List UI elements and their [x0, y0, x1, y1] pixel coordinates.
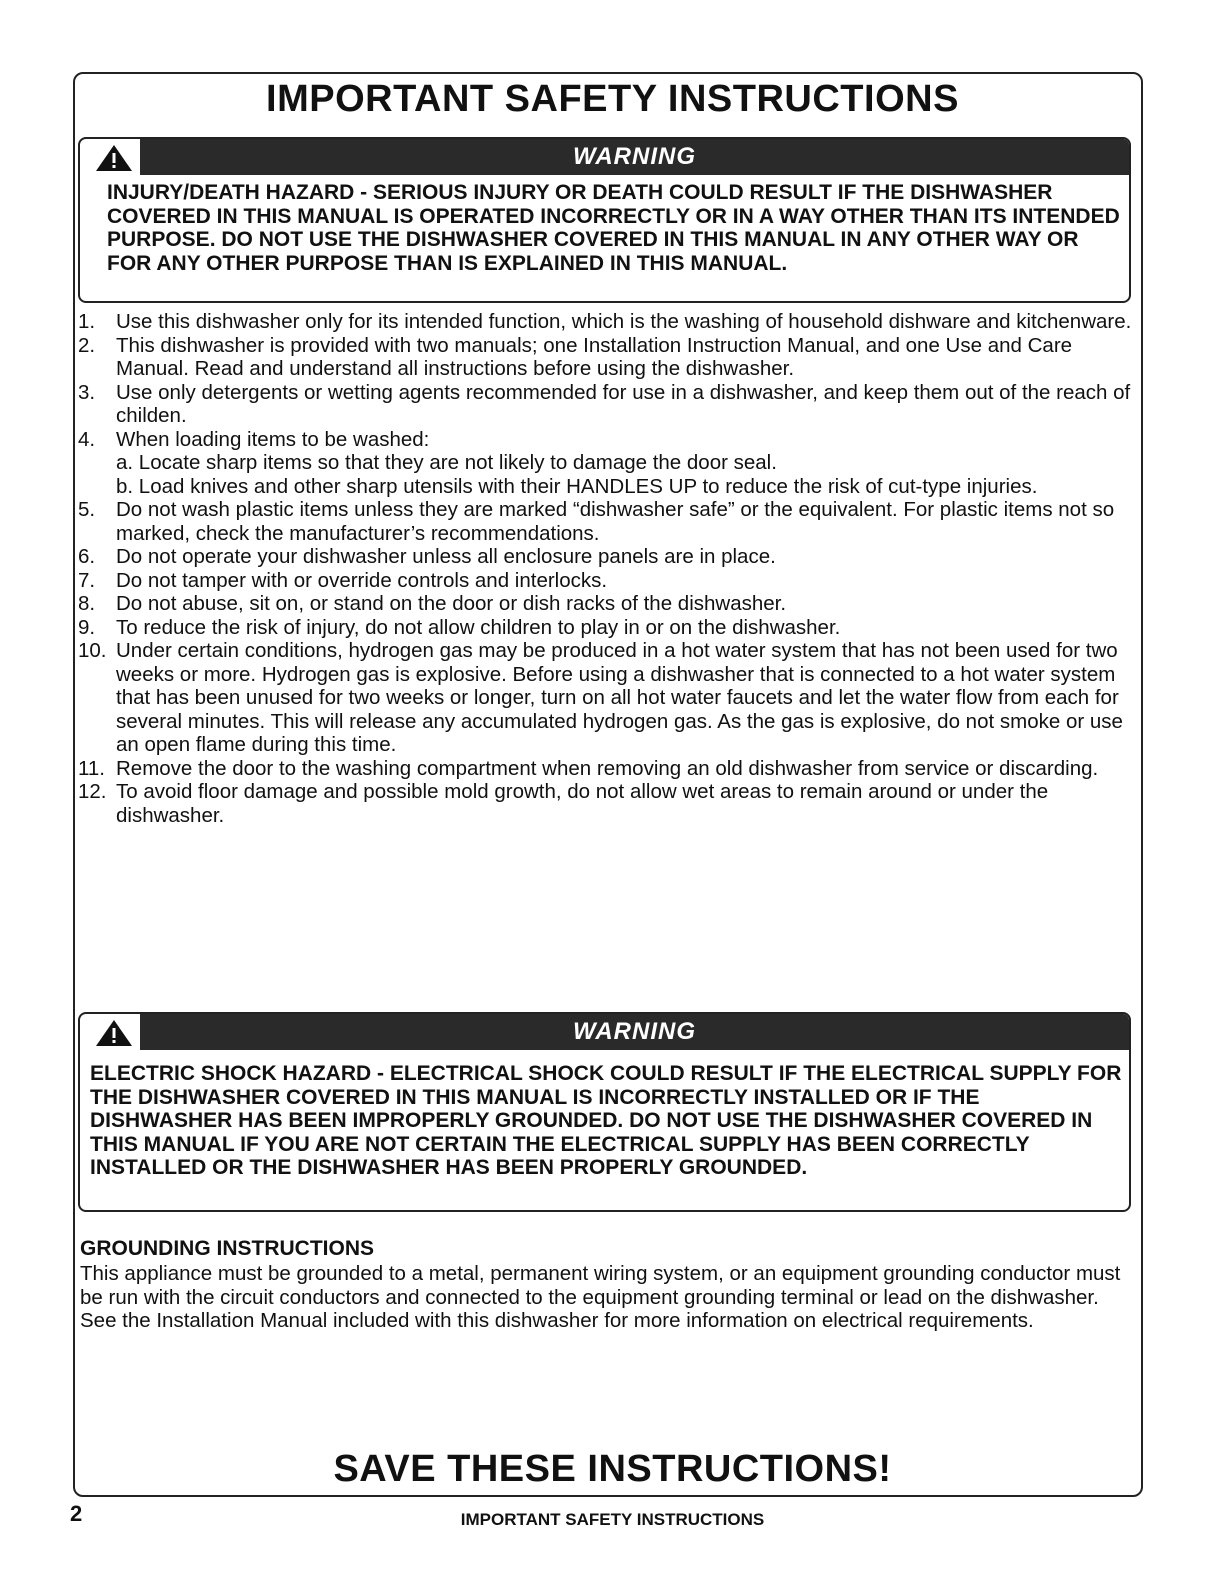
item-number: 12. [78, 780, 107, 803]
list-item [78, 498, 1138, 545]
warning-label: WARNING [573, 143, 696, 170]
warning-box-electric [78, 1012, 1131, 1212]
list-item [78, 545, 1138, 569]
sub-item: b. Load knives and other sharp utensils with their HANDLES UP to reduce the risk of cut-type injuries. [116, 474, 1038, 498]
item-text: Do not abuse, sit on, or stand on the door or dish racks of the dishwasher. [116, 592, 787, 615]
item-text: Use this dishwasher only for its intended function, which is the washing of household dishware and kitchenware. [116, 310, 1132, 333]
warning-text: INJURY/DEATH HAZARD - SERIOUS INJURY OR DEATH COULD RESULT IF THE DISHWASHER COVERED IN THIS MANUAL IS OPERATED INCORRECTLY OR IN A WAY OTHER THAN ITS INTENDED PURPOSE. DO NOT USE THE DISHWASHER COVERED IN THIS MANUAL IN ANY OTHER WAY OR FOR ANY OTHER PURPOSE THAN IS EXPLAINED IN THIS MANUAL. [107, 181, 1120, 275]
item-text: Under certain conditions, hydrogen gas may be produced in a hot water system that has not been used for two weeks or more. Hydrogen gas is explosive. Before using a dishwasher that is connected to a hot water system that has been unused for two weeks or longer, turn on all hot water faucets and let the water flow from each for several minutes. This will release any accumulated hydrogen gas. As the gas is explosive, do not smoke or use an open flame during this time. [116, 639, 1123, 756]
item-text: Do not wash plastic items unless they are marked “dishwasher safe” or the equivalent. For plastic items not so marked, check the manufacturer’s recommendations. [116, 498, 1115, 545]
grounding-text: This appliance must be grounded to a metal, permanent wiring system, or an equipment grounding conductor must be run with the circuit conductors and connected to the equipment grounding terminal or lead on the dishwasher. See the Installation Manual included with this dishwasher for more information on electrical requirements. [80, 1262, 1121, 1332]
warning-triangle-icon [94, 143, 134, 173]
warning-text: ELECTRIC SHOCK HAZARD - ELECTRICAL SHOCK COULD RESULT IF THE ELECTRICAL SUPPLY FOR THE DISHWASHER COVERED IN THIS MANUAL IS INCORRECTLY INSTALLED OR IF THE DISHWASHER HAS BEEN IMPROPERLY GROUNDED. DO NOT USE THE DISHWASHER COVERED IN THIS MANUAL IF YOU ARE NOT CERTAIN THE ELECTRICAL SUPPLY HAS BEEN CORRECTLY INSTALLED OR THE DISHWASHER HAS BEEN PROPERLY GROUNDED. [90, 1062, 1122, 1179]
item-number: 4. [78, 427, 96, 451]
item-number: 8. [78, 592, 96, 615]
item-text: Remove the door to the washing compartment when removing an old dishwasher from service or discarding. [116, 756, 1099, 780]
list-item [78, 757, 1138, 781]
instruction-list [78, 310, 1138, 827]
list-item [78, 639, 1138, 757]
item-text: To avoid floor damage and possible mold growth, do not allow wet areas to remain around or under the dishwasher. [116, 780, 1049, 827]
item-number: 9. [78, 615, 96, 639]
item-text: When loading items to be washed: [116, 427, 430, 451]
sub-item: a. Locate sharp items so that they are not likely to damage the door seal. [116, 451, 777, 474]
list-item [78, 310, 1138, 334]
save-instructions-banner: SAVE THESE INSTRUCTIONS! [333, 1448, 892, 1490]
list-item [78, 780, 1138, 827]
item-text: Do not tamper with or override controls and interlocks. [116, 568, 608, 592]
page-title: IMPORTANT SAFETY INSTRUCTIONS [266, 78, 959, 120]
list-item [78, 569, 1138, 593]
item-number: 3. [78, 380, 96, 404]
list-item [78, 428, 1138, 499]
item-number: 1. [78, 310, 96, 333]
item-number: 7. [78, 568, 96, 592]
item-text: Use only detergents or wetting agents recommended for use in a dishwasher, and keep them out of the reach of childen. [116, 380, 1131, 427]
warning-banner [140, 1014, 1129, 1050]
warning-label: WARNING [573, 1018, 696, 1045]
list-item [78, 334, 1138, 381]
item-number: 11. [78, 756, 105, 780]
list-item [78, 616, 1138, 640]
item-number: 5. [78, 498, 96, 521]
running-footer: IMPORTANT SAFETY INSTRUCTIONS [460, 1510, 765, 1529]
warning-triangle-icon [94, 1018, 134, 1048]
warning-box-injury [78, 137, 1131, 303]
item-text: To reduce the risk of injury, do not allow children to play in or on the dishwasher. [116, 615, 841, 639]
page-number: 2 [70, 1501, 83, 1526]
item-number: 2. [78, 333, 96, 357]
list-item [78, 381, 1138, 428]
item-text: This dishwasher is provided with two manuals; one Installation Instruction Manual, and one Use and Care Manual. Read and understand all instructions before using the dishwasher. [116, 333, 1073, 380]
item-text: Do not operate your dishwasher unless all enclosure panels are in place. [116, 545, 776, 568]
item-number: 10. [78, 639, 107, 662]
warning-banner [140, 139, 1129, 175]
item-number: 6. [78, 545, 96, 568]
list-item [78, 592, 1138, 616]
grounding-heading: GROUNDING INSTRUCTIONS [80, 1237, 374, 1260]
